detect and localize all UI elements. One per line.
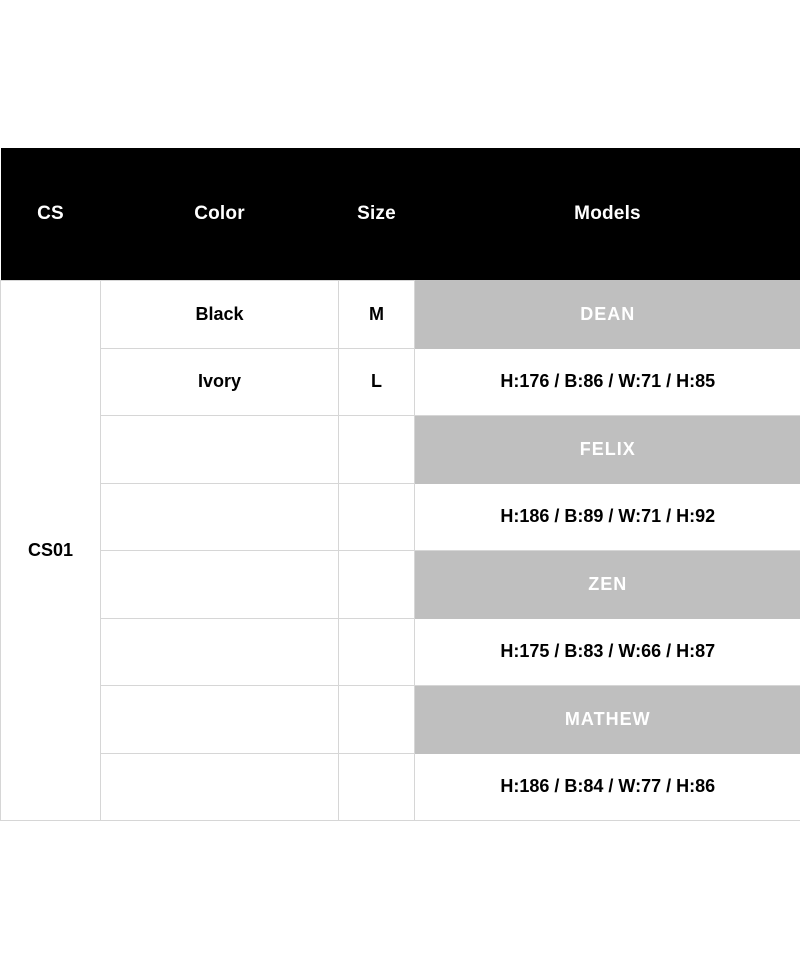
size-cell-empty (339, 753, 415, 821)
size-cell-empty (339, 686, 415, 754)
model-name-dean: DEAN (415, 281, 800, 349)
size-cell-empty (339, 618, 415, 686)
table-row (1, 686, 800, 754)
table-row (1, 348, 800, 416)
size-cell-l: L (339, 348, 415, 416)
color-cell-empty (101, 551, 339, 619)
model-name-zen: ZEN (415, 551, 800, 619)
model-measurements-mathew: H:186 / B:84 / W:77 / H:86 (415, 753, 800, 821)
color-cell-empty (101, 753, 339, 821)
color-cell-empty (101, 483, 339, 551)
header-cs: CS (1, 148, 101, 281)
table-row (1, 551, 800, 619)
color-cell-empty (101, 686, 339, 754)
model-measurements-zen: H:175 / B:83 / W:66 / H:87 (415, 618, 800, 686)
color-cell-black: Black (101, 281, 339, 349)
cs-code-cell: CS01 (1, 281, 101, 821)
size-cell-empty (339, 551, 415, 619)
size-cell-empty (339, 416, 415, 484)
size-cell-empty (339, 483, 415, 551)
table-header-row (1, 148, 800, 281)
color-cell-empty (101, 618, 339, 686)
model-measurements-dean: H:176 / B:86 / W:71 / H:85 (415, 348, 800, 416)
header-size: Size (339, 148, 415, 281)
model-name-mathew: MATHEW (415, 686, 800, 754)
size-spec-sheet (0, 148, 800, 821)
table-row (1, 753, 800, 821)
model-name-felix: FELIX (415, 416, 800, 484)
header-color: Color (101, 148, 339, 281)
table-row (1, 281, 800, 349)
model-measurements-felix: H:186 / B:89 / W:71 / H:92 (415, 483, 800, 551)
table-row (1, 618, 800, 686)
header-models: Models (415, 148, 800, 281)
spec-table (0, 148, 800, 821)
color-cell-ivory: Ivory (101, 348, 339, 416)
table-row (1, 483, 800, 551)
size-cell-m: M (339, 281, 415, 349)
table-row (1, 416, 800, 484)
color-cell-empty (101, 416, 339, 484)
